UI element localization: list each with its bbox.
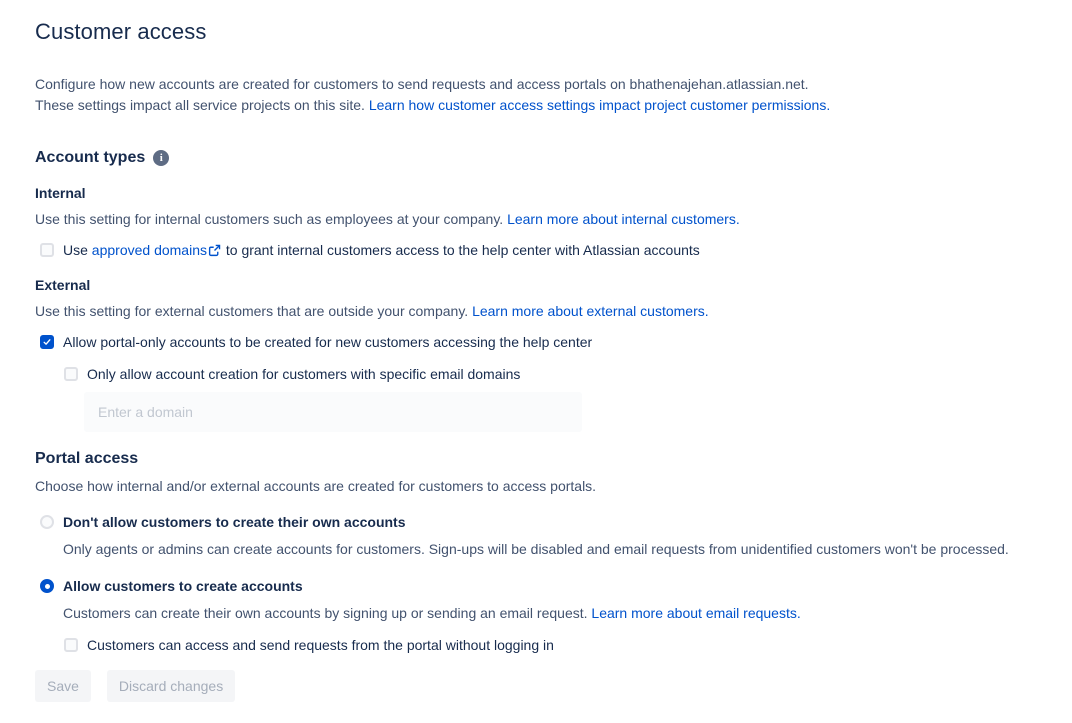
footer-actions (35, 670, 1037, 702)
dont-allow-description: Only agents or admins can create accounts for customers. Sign-ups will be disabled and email requests from unidentified customers won't be processed. (63, 541, 1009, 557)
allow-radio[interactable] (40, 579, 54, 593)
internal-heading: Internal (35, 185, 86, 201)
intro-paragraph (35, 74, 1037, 116)
page-title: Customer access (35, 19, 207, 44)
portal-only-accounts-label: Allow portal-only accounts to be created for new customers accessing the help center (63, 334, 593, 350)
dont-allow-radio-row (35, 512, 1037, 532)
portal-only-accounts-row (35, 332, 1037, 352)
approved-domains-row (35, 240, 1037, 260)
specific-domains-checkbox[interactable] (64, 367, 78, 381)
approved-domains-checkbox[interactable] (40, 243, 54, 257)
customer-permissions-link[interactable]: Learn how customer access settings impact project customer permissions. (368, 97, 831, 113)
external-customers-link[interactable]: Learn more about external customers. (472, 303, 709, 319)
external-heading: External (35, 277, 91, 293)
portal-access-heading-text: Portal access (35, 450, 139, 467)
anonymous-access-label: Customers can access and send requests from the portal without logging in (87, 637, 554, 653)
save-button[interactable]: Save (35, 670, 91, 702)
anonymous-access-row (35, 635, 1037, 655)
portal-only-accounts-checkbox[interactable] (40, 335, 54, 349)
checkmark-icon (42, 336, 52, 348)
specific-domains-label: Only allow account creation for customers with specific email domains (87, 366, 521, 382)
internal-description: Use this setting for internal customers such as employees at your company. Learn more about internal customers. (35, 211, 740, 227)
approved-domains-link[interactable]: approved domains (91, 242, 207, 258)
anonymous-access-checkbox[interactable] (64, 638, 78, 652)
external-description: Use this setting for external customers that are outside your company. Learn more about external customers. (35, 303, 709, 319)
allow-radio-row (35, 576, 1037, 596)
external-link-icon (208, 244, 221, 257)
internal-customers-link[interactable]: Learn more about internal customers. (507, 211, 740, 227)
account-types-heading (35, 148, 1037, 168)
dont-allow-radio[interactable] (40, 515, 54, 529)
domain-input[interactable] (84, 392, 582, 432)
allow-description: Customers can create their own accounts by signing up or sending an email request. Learn more about email requests. (63, 605, 801, 621)
discard-changes-button[interactable]: Discard changes (107, 670, 235, 702)
dont-allow-radio-label: Don't allow customers to create their own accounts (63, 514, 406, 530)
approved-domains-label: Use approved domains to grant internal customers access to the help center with Atlassian accounts (63, 242, 700, 258)
intro-line1: Configure how new accounts are created for customers to send requests and access portals on bhathenajehan.atlassian.net. (35, 76, 809, 92)
radio-dot (45, 584, 50, 589)
account-types-heading-text: Account types (35, 149, 146, 166)
specific-domains-row (35, 364, 1037, 384)
info-icon[interactable]: i (153, 150, 169, 166)
intro-line2: These settings impact all service projects on this site. (35, 97, 369, 113)
email-requests-link[interactable]: Learn more about email requests. (591, 605, 801, 621)
portal-access-description: Choose how internal and/or external accounts are created for customers to access portals. (35, 478, 597, 494)
portal-access-heading (35, 449, 1037, 469)
allow-radio-label: Allow customers to create accounts (63, 578, 303, 594)
